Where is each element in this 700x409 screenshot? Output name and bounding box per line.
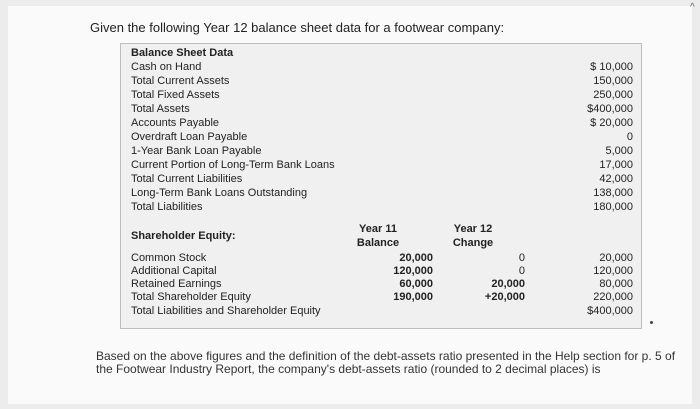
row-amount: $400,000 (587, 103, 633, 115)
equity-change: 20,000 (491, 278, 525, 290)
col-balance: Balance (356, 237, 400, 249)
equity-row-label: Common Stock (131, 252, 207, 264)
equity-balance: 20,000 (399, 252, 433, 264)
equity-change: 0 (518, 252, 525, 264)
col-year12: Year 12 (453, 223, 493, 235)
row-label: Overdraft Loan Payable (131, 131, 248, 143)
balance-sheet-table (120, 43, 642, 329)
row-label: Total Current Assets (131, 75, 230, 87)
row-amount: 42,000 (599, 173, 633, 185)
equity-row-label: Total Liabilities and Shareholder Equity (131, 305, 321, 317)
row-label: Cash on Hand (131, 61, 202, 73)
row-label: Accounts Payable (131, 117, 220, 129)
row-amount: 0 (626, 131, 633, 143)
equity-amount: 220,000 (593, 291, 633, 303)
equity-amount: 20,000 (599, 252, 633, 264)
row-amount: 17,000 (599, 159, 633, 171)
equity-title: Shareholder Equity: (131, 230, 236, 242)
equity-amount: 120,000 (593, 265, 633, 277)
equity-change: +20,000 (484, 291, 525, 303)
bullet-dot (650, 321, 653, 324)
equity-row-label: Retained Earnings (131, 278, 222, 290)
followup-text: Based on the above figures and the definition of the debt-assets ratio presented in the Help section for p. 5 of the Footwear Industry Report, the company's debt-assets ratio (rounded to 2 decimal places) is (96, 349, 676, 376)
row-amount: $ 10,000 (590, 61, 633, 73)
equity-amount: 80,000 (599, 278, 633, 290)
row-amount: 150,000 (593, 75, 633, 87)
equity-balance: 120,000 (393, 265, 433, 277)
row-amount: $ 20,000 (590, 117, 633, 129)
equity-amount: $400,000 (587, 305, 633, 317)
row-label: Long-Term Bank Loans Outstanding (131, 187, 308, 199)
equity-balance: 60,000 (399, 278, 433, 290)
equity-balance: 190,000 (393, 291, 433, 303)
row-amount: 250,000 (593, 89, 633, 101)
row-amount: 5,000 (605, 145, 633, 157)
row-amount: 138,000 (593, 187, 633, 199)
equity-change: 0 (518, 265, 525, 277)
row-label: Total Liabilities (131, 201, 203, 213)
table-header: Balance Sheet Data (131, 47, 234, 59)
row-label: Total Assets (131, 103, 190, 115)
row-label: Total Fixed Assets (131, 89, 220, 101)
row-label: 1-Year Bank Loan Payable (131, 145, 262, 157)
row-label: Total Current Liabilities (131, 173, 243, 185)
chevron-up-icon: ^ (690, 2, 695, 13)
question-text: Given the following Year 12 balance sheet data for a footwear company: (90, 20, 505, 35)
equity-row-label: Additional Capital (131, 265, 217, 277)
row-amount: 180,000 (593, 201, 633, 213)
row-label: Current Portion of Long-Term Bank Loans (131, 159, 335, 171)
col-change: Change (452, 237, 494, 249)
col-year11: Year 11 (359, 223, 397, 235)
equity-row-label: Total Shareholder Equity (131, 291, 251, 303)
